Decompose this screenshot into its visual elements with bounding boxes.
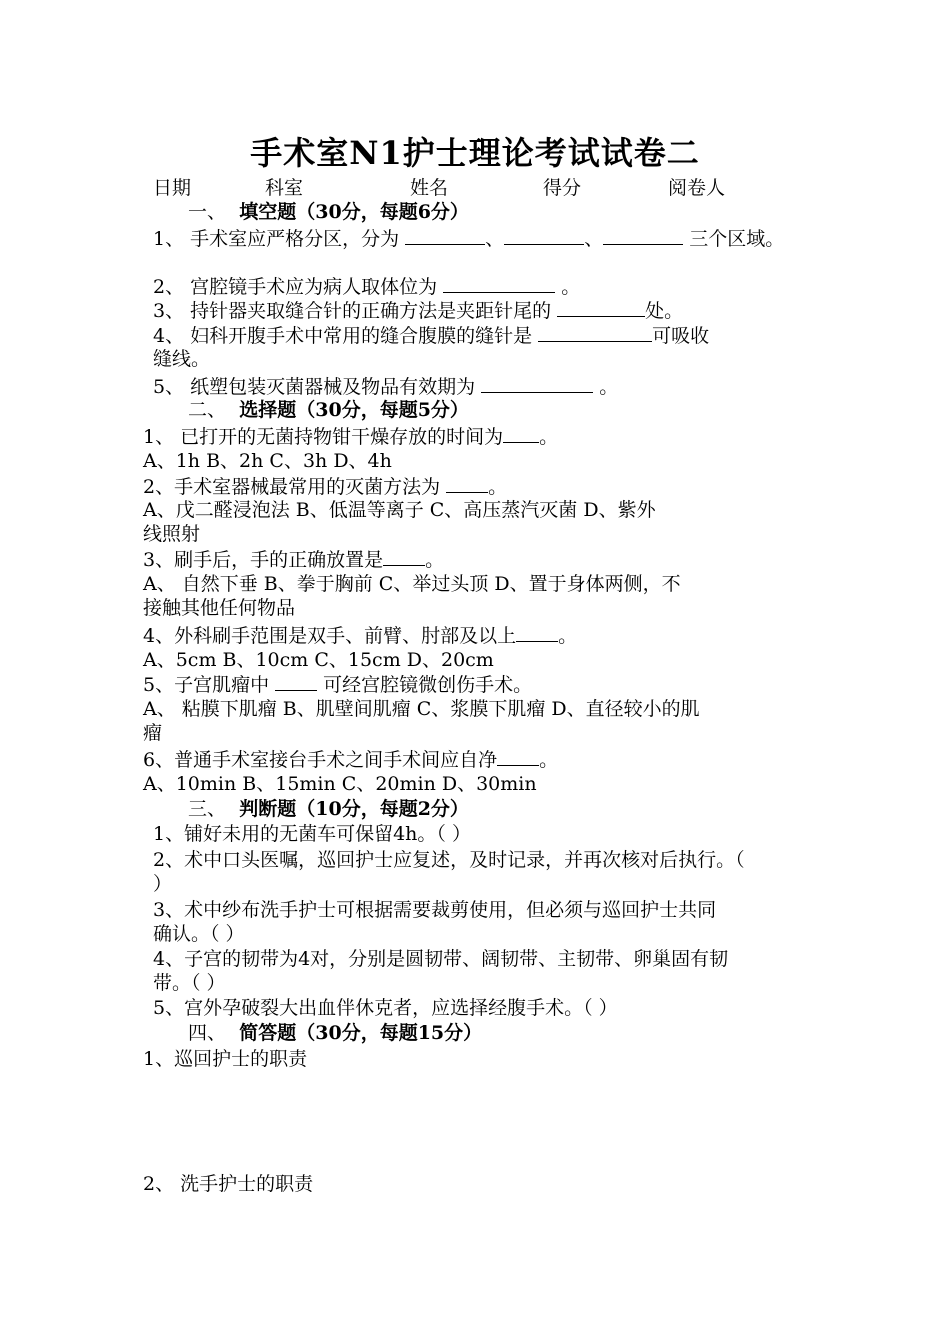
judge-question-5: 5、宫外孕破裂大出血伴休克者，应选择经腹手术。（ ）	[153, 997, 618, 1019]
answer-blank[interactable]	[516, 623, 558, 642]
section-judge-heading	[188, 797, 469, 821]
choice-options-3: A、 自然下垂 B、拳于胸前 C、举过头顶 D、置于身体两侧，不	[143, 573, 681, 595]
fill-question-2: 2、 宫腔镜手术应为病人取体位为 。	[153, 276, 581, 298]
choice-question-4: 4、外科刷手范围是双手、前臂、肘部及以上 。	[143, 625, 578, 647]
section-essay-heading	[188, 1021, 482, 1045]
choice-question-2: 2、手术室器械最常用的灭菌方法为 。	[143, 476, 508, 498]
answer-blank[interactable]	[446, 474, 488, 493]
answer-blank[interactable]	[557, 298, 645, 317]
choice-options-5: A、 粘膜下肌瘤 B、肌壁间肌瘤 C、浆膜下肌瘤 D、直径较小的肌	[143, 698, 700, 720]
choice-options-4: A、5cm B、10cm C、15cm D、20cm	[143, 649, 494, 671]
answer-blank[interactable]	[603, 226, 683, 245]
choice-question-5: 5、子宫肌瘤中 可经宫腔镜微创伤手术。	[143, 674, 533, 696]
judge-question-2-continued: ）	[153, 873, 173, 895]
choice-options-1: A、1h B、2h C、3h D、4h	[143, 450, 392, 472]
choice-options-5-continued: 瘤	[143, 722, 163, 744]
essay-question-2: 2、 洗手护士的职责	[143, 1173, 314, 1195]
fill-question-3: 3、 持针器夹取缝合针的正确方法是夹距针尾的 处。	[153, 300, 684, 322]
choice-options-6: A、10min B、15min C、20min D、30min	[143, 773, 537, 795]
header-name: 姓名	[410, 177, 449, 199]
section-choice-heading	[188, 398, 469, 422]
judge-question-4-continued: 带。（ ）	[153, 972, 226, 994]
fill-question-1: 1、 手术室应严格分区，分为 、 、 三个区域。	[153, 228, 785, 250]
choice-question-6: 6、普通手术室接台手术之间手术间应自净 。	[143, 749, 559, 771]
fill-question-4: 4、 妇科开腹手术中常用的缝合腹膜的缝针是 可吸收	[153, 325, 710, 347]
answer-blank[interactable]	[383, 547, 425, 566]
answer-blank[interactable]	[503, 424, 539, 443]
answer-blank[interactable]	[405, 226, 485, 245]
section-title: 简答题（30分，每题15分）	[239, 1022, 483, 1044]
answer-blank[interactable]	[538, 323, 652, 342]
section-number: 三、	[188, 798, 227, 820]
section-title: 填空题（30分，每题6分）	[239, 201, 469, 223]
header-dept: 科室	[265, 177, 304, 199]
page-title: 手术室N1护士理论考试试卷二	[250, 134, 700, 172]
section-title: 判断题（10分，每题2分）	[239, 798, 469, 820]
answer-blank[interactable]	[443, 274, 555, 293]
choice-options-3-continued: 接触其他任何物品	[143, 597, 296, 619]
choice-options-2-continued: 线照射	[143, 523, 201, 545]
answer-blank[interactable]	[481, 374, 593, 393]
fill-question-4-continued: 缝线。	[153, 348, 211, 370]
judge-question-3: 3、术中纱布洗手护士可根据需要裁剪使用，但必须与巡回护士共同	[153, 899, 717, 921]
choice-options-2: A、戊二醛浸泡法 B、低温等离子 C、高压蒸汽灭菌 D、紫外	[143, 499, 656, 521]
answer-blank[interactable]	[497, 747, 539, 766]
choice-question-1: 1、 已打开的无菌持物钳干燥存放的时间为 。	[143, 426, 559, 448]
section-number: 二、	[188, 399, 227, 421]
section-number: 四、	[188, 1022, 227, 1044]
choice-question-3: 3、刷手后，手的正确放置是 。	[143, 549, 445, 571]
judge-question-1: 1、铺好未用的无菌车可保留4h。（ ）	[153, 823, 471, 845]
judge-question-4: 4、子宫的韧带为4对，分别是圆韧带、阔韧带、主韧带、卵巢固有韧	[153, 948, 729, 970]
answer-blank[interactable]	[275, 672, 317, 691]
header-score: 得分	[543, 177, 582, 199]
judge-question-2: 2、术中口头医嘱，巡回护士应复述，及时记录，并再次核对后执行。（	[153, 849, 745, 871]
essay-question-1: 1、巡回护士的职责	[143, 1048, 308, 1070]
header-date: 日期	[153, 177, 192, 199]
judge-question-3-continued: 确认。（ ）	[153, 923, 245, 945]
section-title: 选择题（30分，每题5分）	[239, 399, 469, 421]
section-fill-heading	[188, 200, 469, 224]
fill-question-5: 5、 纸塑包装灭菌器械及物品有效期为 。	[153, 376, 619, 398]
header-grader: 阅卷人	[668, 177, 726, 199]
answer-blank[interactable]	[504, 226, 584, 245]
section-number: 一、	[188, 201, 227, 223]
